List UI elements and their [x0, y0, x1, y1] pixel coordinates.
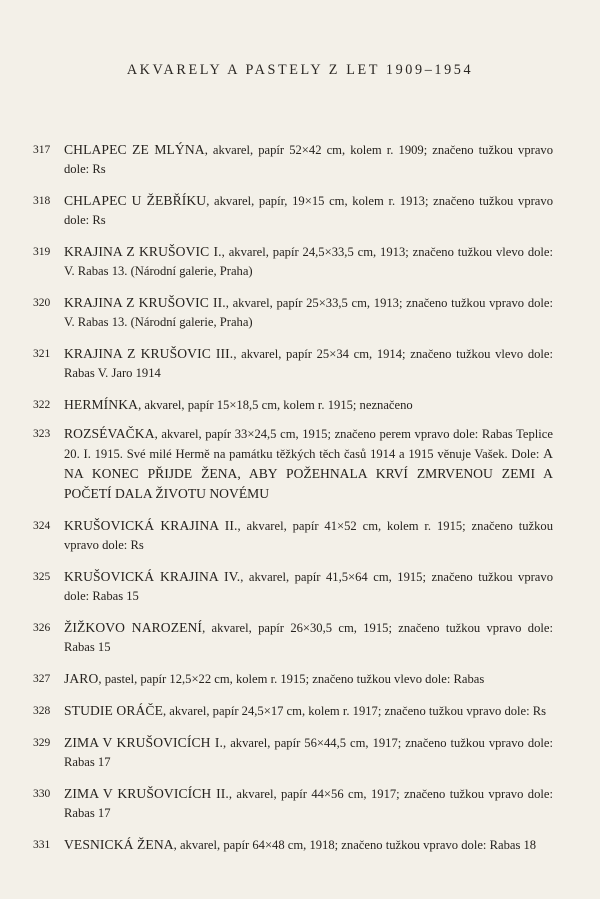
entry-description: , akvarel, papír 25×34 cm, 1914; značeno tužkou vlevo dole: Rabas V. Jaro 1914 [64, 347, 553, 380]
entry-title: KRUŠOVICKÁ KRAJINA II. [64, 518, 238, 533]
entry-description: , akvarel, papír 15×18,5 cm, kolem r. 1915; neznačeno [138, 398, 413, 412]
entry-description: , akvarel, papír 26×30,5 cm, 1915; značeno tužkou vpravo dole: Rabas 15 [64, 621, 553, 654]
entry-number: 329 [33, 737, 51, 749]
catalog-entry [33, 344, 553, 383]
entry-number: 326 [33, 622, 51, 634]
entry-number: 325 [33, 571, 51, 583]
catalog-entry [33, 784, 553, 823]
catalog-entry [33, 618, 553, 657]
entry-number: 324 [33, 520, 51, 532]
entry-number: 327 [33, 673, 51, 685]
catalog-entry [33, 191, 553, 230]
entry-title: KRAJINA Z KRUŠOVIC III. [64, 346, 234, 361]
entry-description: , akvarel, papír 25×33,5 cm, 1913; značeno tužkou vpravo dole: V. Rabas 13. (Národní galerie, Praha) [64, 296, 553, 329]
catalog-entry [33, 567, 553, 606]
entry-title: KRUŠOVICKÁ KRAJINA IV. [64, 569, 241, 584]
entry-number: 330 [33, 788, 51, 800]
entry-title: KRAJINA Z KRUŠOVIC II. [64, 295, 226, 310]
catalog-entry [33, 140, 553, 179]
catalog-list [33, 140, 553, 867]
entry-title: KRAJINA Z KRUŠOVIC I. [64, 244, 222, 259]
catalog-entry [33, 835, 553, 855]
entry-number: 328 [33, 705, 51, 717]
entry-number: 322 [33, 399, 51, 411]
entry-title: CHLAPEC ZE MLÝNA [64, 142, 205, 157]
catalog-entry [33, 669, 553, 689]
entry-title: ZIMA V KRUŠOVICÍCH II. [64, 786, 229, 801]
entry-title: JARO [64, 671, 99, 686]
entry-description: , akvarel, papír 64×48 cm, 1918; značeno tužkou vpravo dole: Rabas 18 [173, 838, 537, 852]
entry-title: ROZSÉVAČKA [64, 426, 155, 441]
entry-description: , akvarel, papír 52×42 cm, kolem r. 1909; značeno tužkou vpravo dole: Rs [64, 143, 553, 176]
entry-description: , akvarel, papír 56×44,5 cm, 1917; značeno tužkou vpravo dole: Rabas 17 [64, 736, 553, 769]
entry-description: , akvarel, papír 44×56 cm, 1917; značeno tužkou vpravo dole: Rabas 17 [64, 787, 553, 820]
entry-description: , akvarel, papír 41×52 cm, kolem r. 1915; značeno tužkou vpravo dole: Rs [64, 519, 553, 552]
entry-title: STUDIE ORÁČE [64, 703, 163, 718]
entry-number: 319 [33, 246, 51, 258]
catalog-entry [33, 516, 553, 555]
catalog-entry [33, 701, 553, 721]
entry-number: 317 [33, 144, 51, 156]
entry-number: 331 [33, 839, 51, 851]
entry-number: 320 [33, 297, 51, 309]
catalog-entry [33, 424, 553, 504]
running-head: AKVARELY A PASTELY Z LET 1909–1954 [126, 62, 474, 78]
entry-title: ZIMA V KRUŠOVICÍCH I. [64, 735, 224, 750]
entry-title: VESNICKÁ ŽENA [64, 837, 174, 852]
entry-description: , akvarel, papír 24,5×33,5 cm, 1913; značeno tužkou vlevo dole: V. Rabas 13. (Národní galerie, Praha) [64, 245, 553, 278]
entry-number: 321 [33, 348, 51, 360]
catalog-entry [33, 395, 553, 415]
entry-title: HERMÍNKA [64, 397, 139, 412]
entry-number: 318 [33, 195, 51, 207]
entry-description: , akvarel, papír 33×24,5 cm, 1915; značeno perem vpravo dole: Rabas Teplice 20. I. 1915. Své milé Hermě na památku těžkých těch časů 1914 a 1915 věnuje Vašek. Dole: [64, 427, 553, 461]
entry-title: CHLAPEC U ŽEBŘÍKU [64, 193, 207, 208]
catalog-entry [33, 733, 553, 772]
entry-title: ŽIŽKOVO NAROZENÍ [64, 620, 203, 635]
catalog-entry [33, 242, 553, 281]
catalog-entry [33, 293, 553, 332]
entry-inscription: A NA KONEC PŘIJDE ŽENA, ABY POŽEHNALA KRVÍ ZMRVENOU ZEMI A POČETÍ DALA ŽIVOTU NOVÉMU [64, 446, 553, 501]
entry-description: , akvarel, papír 24,5×17 cm, kolem r. 1917; značeno tužkou vpravo dole: Rs [163, 704, 547, 718]
entry-description: , akvarel, papír 41,5×64 cm, 1915; značeno tužkou vpravo dole: Rabas 15 [64, 570, 553, 603]
entry-description: , pastel, papír 12,5×22 cm, kolem r. 1915; značeno tužkou vlevo dole: Rabas [98, 672, 485, 686]
entry-number: 323 [33, 428, 51, 440]
entry-description: , akvarel, papír, 19×15 cm, kolem r. 1913; značeno tužkou vpravo dole: Rs [64, 194, 553, 227]
